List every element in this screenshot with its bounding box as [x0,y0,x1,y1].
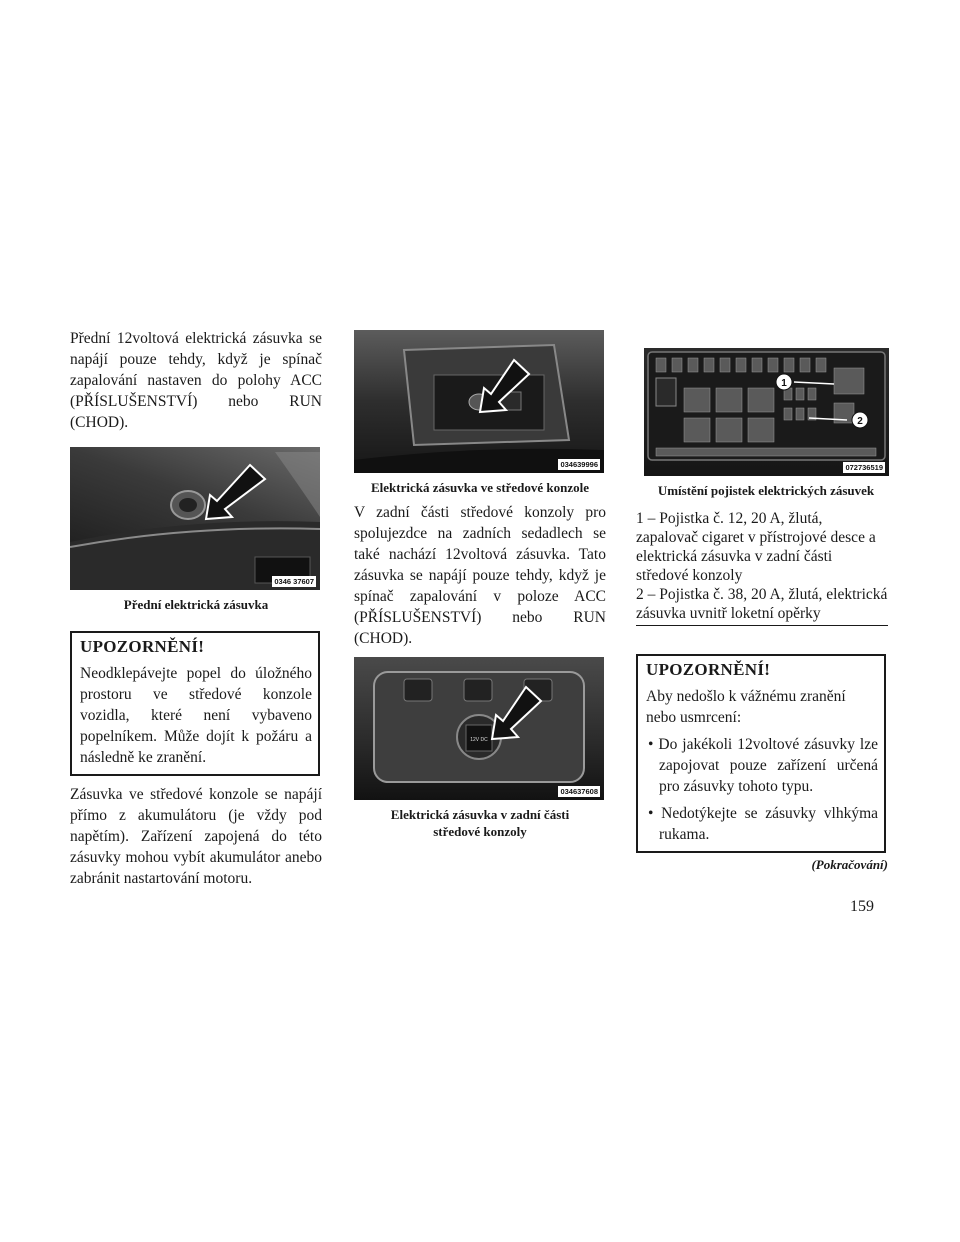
rear-socket-paragraph: V zadní části středové konzoly pro spolujezdce na zadních sedadlech se také nachází 12voltová zásuvka. Tato zásuvka se napájí pouze tehdy, když je spínač zapalování v poloze ACC (PŘÍSLUŠENSTVÍ) nebo RUN (CHOD). [354,504,606,647]
photo-caption: Elektrická zásuvka ve středové konzole [370,480,590,495]
warning-title: UPOZORNĚNÍ! [646,660,771,679]
page-number: 159 [850,898,874,915]
bottom-paragraph: Zásuvka ve středové konzole se napájí přímo z akumulátoru (je vždy pod napětím). Zařízení zapojená do této zásuvky mohou vybít akumulátor anebo zabránit nastartování motoru. [70,786,322,887]
photo-code: 034639996 [560,460,598,469]
photo-code: 034637608 [560,787,598,796]
callout-2 [852,412,868,428]
arrow-icon [206,465,265,519]
photo-code: 072736519 [845,463,883,472]
warning-bullet: • Do jakékoli 12voltové zásuvky lze zapojovat pouze zařízení určená pro zásuvky tohoto typu. [648,736,878,795]
fuse-item-2: 2 – Pojistka č. 38, 20 A, žlutá, elektrická zásuvka uvnitř loketní opěrky [636,585,888,626]
photo-caption: Umístění pojistek elektrických zásuvek [657,483,875,498]
svg-text:1: 1 [781,378,787,389]
socket-label: 12V DC [470,737,488,743]
rear-socket-photo [354,657,604,800]
warning-box [70,631,320,776]
photo-caption: Elektrická zásuvka v zadní části středové konzoly [390,807,570,839]
photo-caption: Přední elektrická zásuvka [123,597,269,612]
right-column [636,328,888,873]
front-socket-photo [70,447,320,590]
warning-title: UPOZORNĚNÍ! [80,637,205,656]
continued-label: (Pokračování) [811,857,888,872]
left-column [70,328,322,889]
warning-box [636,654,886,853]
fuse-item-1: 1 – Pojistka č. 12, 20 A, žlutá, zapalovač cigaret v přístrojové desce a elektrická zásuvka v zadní části středové konzoly [636,510,876,584]
warning-text: Neodklepávejte popel do úložného prostoru ve středové konzole vozidla, které není vybaveno popelníkem. Může dojít k požáru a následně ke zranění. [80,665,312,766]
warning-bullets [646,734,878,845]
photo-code: 0346 37607 [274,577,314,586]
svg-text:2: 2 [857,416,863,427]
fuse-box-photo [644,348,889,476]
console-socket-photo [354,330,604,473]
warning-intro: Aby nedošlo k vážnému zranění nebo usmrcení: [646,688,846,726]
middle-column [354,328,606,840]
callout-1 [776,374,792,390]
intro-paragraph: Přední 12voltová elektrická zásuvka se napájí pouze tehdy, když je spínač zapalování nastaven do polohy ACC (PŘÍSLUŠENSTVÍ) nebo RUN (CHOD). [70,330,322,431]
warning-bullet: • Nedotýkejte se zásuvky vlhkýma rukama. [648,805,878,843]
